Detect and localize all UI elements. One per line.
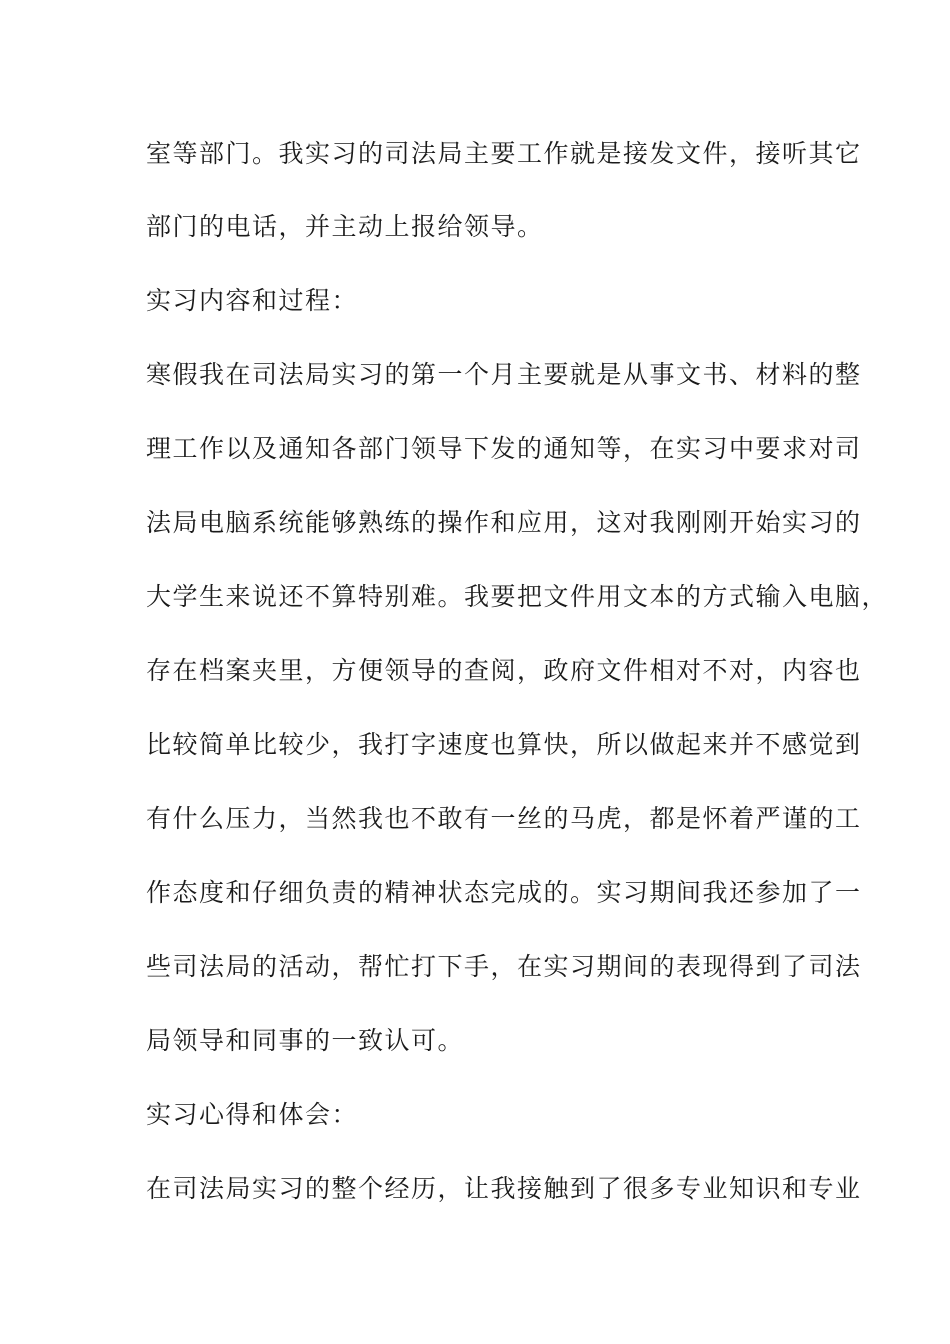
section-heading-experience: 实习心得和体会： — [146, 1100, 359, 1129]
paragraph-line: 在司法局实习的整个经历，让我接触到了很多专业知识和专业 — [146, 1174, 862, 1203]
paragraph-line: 存在档案夹里，方便领导的查阅，政府文件相对不对，内容也 — [146, 656, 862, 685]
paragraph-line: 法局电脑系统能够熟练的操作和应用，这对我刚刚开始实习的 — [146, 508, 862, 537]
section-heading-content-process: 实习内容和过程： — [146, 286, 359, 315]
paragraph-line: 局领导和同事的一致认可。 — [146, 1026, 465, 1055]
paragraph-line: 寒假我在司法局实习的第一个月主要就是从事文书、材料的整 — [146, 360, 862, 389]
paragraph-line: 些司法局的活动，帮忙打下手，在实习期间的表现得到了司法 — [146, 952, 862, 981]
paragraph-line: 有什么压力，当然我也不敢有一丝的马虎，都是怀着严谨的工 — [146, 804, 862, 833]
paragraph-line: 室等部门。我实习的司法局主要工作就是接发文件，接听其它 — [146, 139, 862, 168]
paragraph-line: 部门的电话，并主动上报给领导。 — [146, 212, 544, 241]
paragraph-line: 作态度和仔细负责的精神状态完成的。实习期间我还参加了一 — [146, 878, 862, 907]
paragraph-line: 理工作以及通知各部门领导下发的通知等，在实习中要求对司 — [146, 434, 862, 463]
paragraph-line: 比较简单比较少，我打字速度也算快，所以做起来并不感觉到 — [146, 730, 862, 759]
paragraph-line: 大学生来说还不算特别难。我要把文件用文本的方式输入电脑， — [146, 582, 889, 611]
